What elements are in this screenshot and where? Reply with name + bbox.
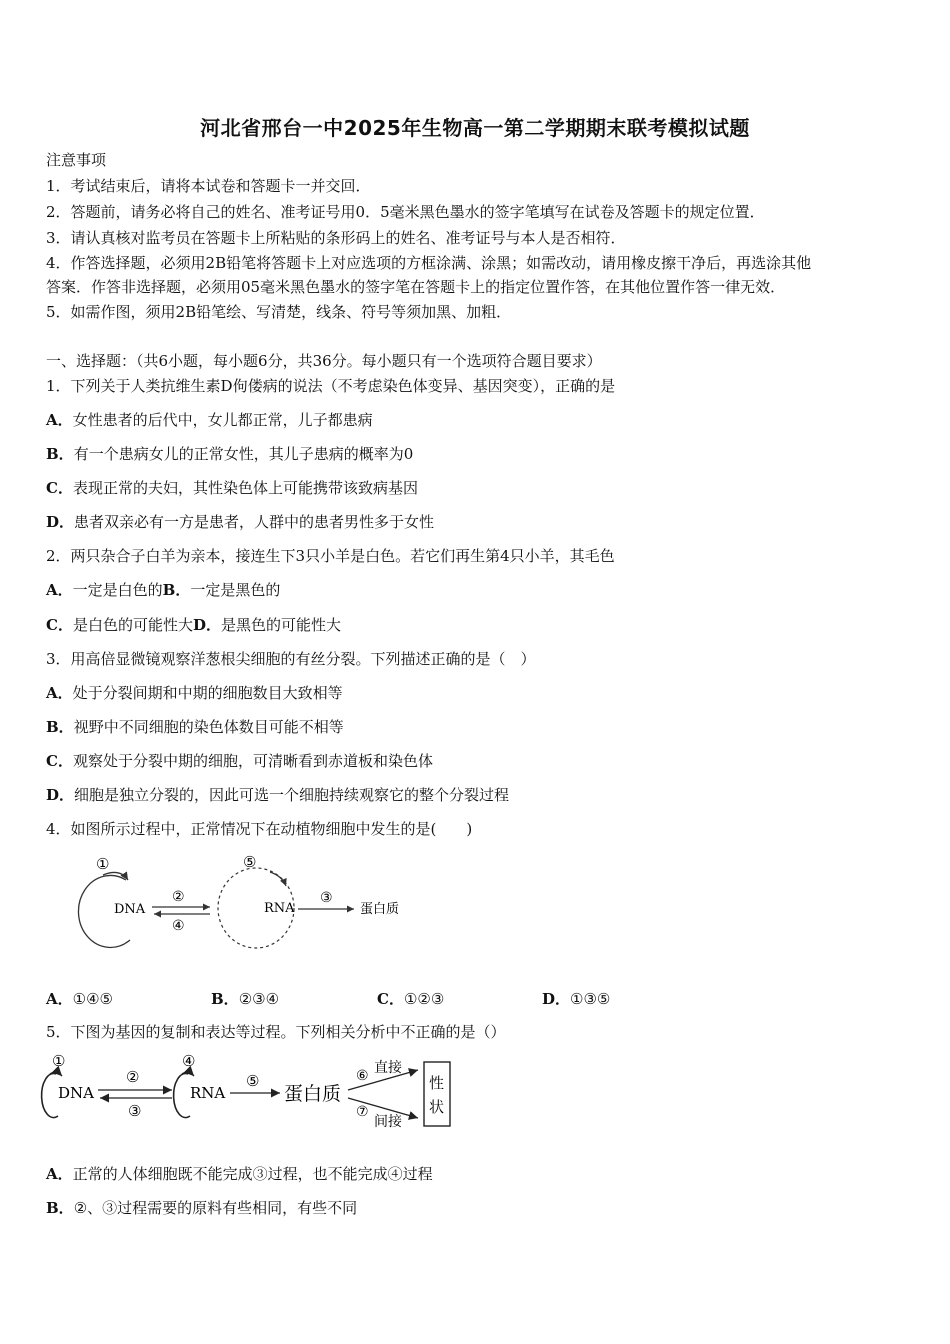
option-letter: C． — [46, 616, 73, 634]
q5-label-1: ① — [52, 1052, 66, 1070]
q5-option-a — [46, 1164, 433, 1184]
section-heading: 一、选择题：（共6小题，每小题6分，共36分。每小题只有一个选项符合题目要求） — [46, 352, 602, 370]
q4-option-c — [377, 988, 444, 1009]
q1-stem: 1．下列关于人类抗维生素D佝偻病的说法（不考虑染色体变异、基因突变），正确的是 — [46, 377, 616, 395]
option-letter: D． — [46, 786, 75, 804]
q1-option-b — [46, 444, 413, 464]
q3-option-a — [46, 683, 343, 703]
q4-protein-label: 蛋白质 — [360, 902, 400, 917]
q3-option-c — [46, 751, 433, 771]
option-text: ①③⑤ — [570, 990, 611, 1008]
q4-option-d — [542, 988, 610, 1009]
option-text: 是白色的可能性大 — [72, 616, 193, 634]
option-letter: C． — [377, 990, 404, 1008]
option-text: ①④⑤ — [72, 990, 113, 1008]
q5-trait-char2: 状 — [429, 1098, 445, 1116]
q1-option-a — [46, 410, 373, 430]
notice-item-4-cont: 答案．作答非选择题，必须用05毫米黑色墨水的签字笔在答题卡上的指定位置作答，在其他位置作答一律无效． — [46, 278, 786, 296]
q5-rna-label: RNA — [190, 1084, 226, 1102]
option-text: 观察处于分裂中期的细胞，可清晰看到赤道板和染色体 — [72, 752, 433, 770]
option-letter: D． — [192, 616, 221, 634]
option-letter: A． — [46, 990, 73, 1008]
option-letter: D． — [542, 990, 571, 1008]
option-letter: A． — [46, 1165, 73, 1183]
q4-option-a — [46, 988, 113, 1009]
q4-dna-label: DNA — [114, 902, 146, 917]
dna-replication-arc — [42, 1074, 58, 1118]
option-letter: A． — [46, 411, 73, 429]
option-text: 一定是黑色的 — [190, 581, 281, 599]
notice-item-5: 5．如需作图，须用2B铅笔绘、写清楚，线条、符号等须加黑、加粗． — [46, 303, 512, 321]
notice-item-4: 4．作答选择题，必须用2B铅笔将答题卡上对应选项的方框涂满、涂黑；如需改动，请用橡皮擦干净后，再选涂其他 — [46, 254, 812, 272]
option-text: 正常的人体细胞既不能完成③过程，也不能完成④过程 — [72, 1165, 433, 1183]
option-letter: B． — [46, 1199, 74, 1217]
q4-label-2: ② — [172, 889, 185, 905]
trait-box — [424, 1062, 450, 1126]
q4-label-3: ③ — [320, 890, 333, 906]
option-text: 是黑色的可能性大 — [220, 616, 341, 634]
q5-figure — [40, 1048, 460, 1138]
option-text: 一定是白色的 — [72, 581, 163, 599]
option-letter: D． — [46, 513, 75, 531]
q5-label-5: ⑤ — [246, 1072, 260, 1090]
notice-item-3: 3．请认真核对监考员在答题卡上所粘贴的条形码上的姓名、准考证号与本人是否相符． — [46, 229, 626, 247]
q5-indirect-label: 间接 — [374, 1114, 402, 1130]
option-text: 视野中不同细胞的染色体数目可能不相等 — [73, 718, 344, 736]
option-letter: A． — [46, 684, 73, 702]
option-letter: B． — [162, 581, 191, 599]
q2-options-ab — [46, 580, 280, 600]
option-letter: C． — [46, 479, 73, 497]
q5-label-2: ② — [126, 1068, 140, 1086]
q5-label-6: ⑥ — [356, 1068, 369, 1084]
option-text: 细胞是独立分裂的，因此可选一个细胞持续观察它的整个分裂过程 — [74, 786, 510, 804]
q5-protein-label: 蛋白质 — [284, 1083, 342, 1105]
q1-option-c — [46, 478, 418, 498]
rna-replication-arc — [174, 1074, 190, 1118]
q4-label-5: ⑤ — [243, 853, 257, 871]
q1-option-d — [46, 512, 434, 532]
option-letter: A． — [46, 581, 73, 599]
option-text: ②、③过程需要的原料有些相同，有些不同 — [73, 1199, 358, 1217]
q5-label-7: ⑦ — [356, 1104, 369, 1120]
q5-label-4: ④ — [182, 1052, 196, 1070]
notice-heading: 注意事项 — [46, 151, 107, 169]
option-letter: B． — [46, 718, 74, 736]
option-letter: B． — [211, 990, 239, 1008]
option-text: 有一个患病女儿的正常女性，其儿子患病的概率为0 — [73, 445, 414, 463]
q5-direct-label: 直接 — [374, 1060, 402, 1076]
q2-stem: 2．两只杂合子白羊为亲本，接连生下3只小羊是白色。若它们再生第4只小羊，其毛色 — [46, 547, 615, 565]
q5-option-b — [46, 1198, 357, 1218]
q2-options-cd — [46, 615, 341, 635]
q4-label-4: ④ — [172, 918, 185, 934]
q3-stem: 3．用高倍显微镜观察洋葱根尖细胞的有丝分裂。下列描述正确的是（ ） — [46, 650, 536, 668]
option-text: 女性患者的后代中，女儿都正常，儿子都患病 — [72, 411, 373, 429]
q5-dna-label: DNA — [58, 1084, 94, 1102]
q5-label-3: ③ — [128, 1102, 142, 1120]
notice-item-2: 2．答题前，请务必将自己的姓名、准考证号用0．5毫米黑色墨水的签字笔填写在试卷及答题卡的规定位置． — [46, 203, 765, 221]
q3-option-b — [46, 717, 344, 737]
q4-label-1: ① — [96, 855, 110, 873]
q5-stem: 5．下图为基因的复制和表达等过程。下列相关分析中不正确的是（） — [46, 1023, 506, 1041]
option-text: 患者双亲必有一方是患者，人群中的患者男性多于女性 — [74, 513, 435, 531]
q4-figure — [48, 850, 418, 960]
notice-item-1: 1．考试结束后，请将本试卷和答题卡一并交回． — [46, 177, 371, 195]
q4-option-b — [211, 988, 279, 1009]
option-letter: C． — [46, 752, 73, 770]
option-text: 表现正常的夫妇，其性染色体上可能携带该致病基因 — [72, 479, 418, 497]
page-title: 河北省邢台一中2025年生物高一第二学期期末联考模拟试题 — [200, 116, 750, 140]
q4-rna-label: RNA — [264, 901, 295, 916]
option-text: ①②③ — [403, 990, 445, 1008]
q4-stem: 4．如图所示过程中，正常情况下在动植物细胞中发生的是( ) — [46, 820, 473, 838]
option-text: ②③④ — [238, 990, 280, 1008]
q5-trait-char1: 性 — [429, 1074, 445, 1092]
q3-option-d — [46, 785, 509, 805]
option-text: 处于分裂间期和中期的细胞数目大致相等 — [72, 684, 343, 702]
option-letter: B． — [46, 445, 74, 463]
